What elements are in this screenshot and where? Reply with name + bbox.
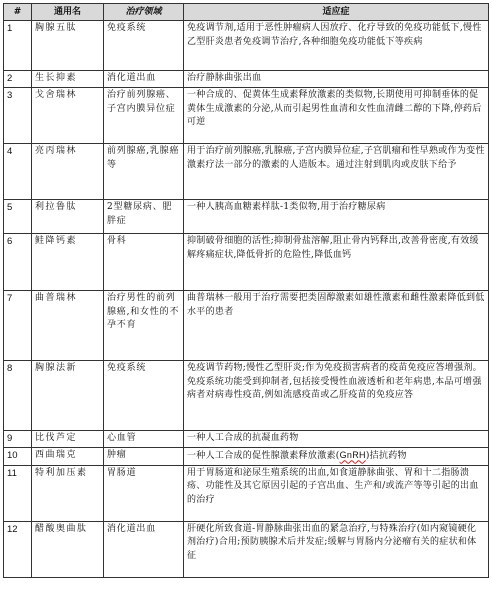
indication-text-a: 一种人工合成的促性腺激素释放激素( [187, 451, 340, 462]
table-row [4, 71, 489, 88]
row-domain: 治疗前列腺癌、子宫内膜异位症 [104, 88, 184, 144]
table-row [4, 88, 489, 144]
header-indication: 适应症 [184, 4, 489, 21]
row-index: 2 [4, 71, 32, 88]
row-indication: 用于胃肠道和泌尿生殖系统的出血,如食道静脉曲张、胃和十二指肠溃疡、功能性及其它原因引起的子宫出血、生产和/或流产等等引起的出血的治疗 [184, 465, 489, 521]
row-index: 5 [4, 200, 32, 234]
row-index: 9 [4, 431, 32, 448]
row-indication: 免疫调节药物;慢性乙型肝炎;作为免疫损害病者的疫苗免疫应答增强剂。免疫系统功能受到抑制者,包括接受慢性血液透析和老年病患,本品可增强病者对病毒性疫苗,例如流感疫苗或乙肝疫苗的免疫应答 [184, 361, 489, 431]
row-name: 特利加压素 [32, 465, 104, 521]
row-domain: 前列腺癌,乳腺癌等 [104, 144, 184, 200]
table-row [4, 465, 489, 521]
row-indication: 抑制破骨细胞的活性;抑制骨盐溶解,阻止骨内钙释出,改善骨密度,有效缓解疼痛症状,降低骨折的危险性,降低血钙 [184, 234, 489, 291]
drug-indication-table [3, 3, 489, 578]
row-name: 胸腺法新 [32, 361, 104, 431]
table-row [4, 521, 489, 577]
row-index: 6 [4, 234, 32, 291]
table-row [4, 200, 489, 234]
row-index: 10 [4, 448, 32, 465]
row-index: 11 [4, 465, 32, 521]
header-name: 通用名 [32, 4, 104, 21]
row-name: 利拉鲁肽 [32, 200, 104, 234]
table-row [4, 431, 489, 448]
row-name: 醋酸奥曲肽 [32, 521, 104, 577]
gnrh-term: GnRH [339, 450, 366, 461]
row-indication: 免疫调节剂,适用于恶性肿瘤病人因放疗、化疗导致的免疫功能低下,慢性乙型肝炎患者免疫调节治疗,各种细胞免疫功能低下等疾病 [184, 21, 489, 71]
row-name: 戈舍瑞林 [32, 88, 104, 144]
row-domain: 肿瘤 [104, 448, 184, 465]
row-name: 西曲瑞克 [32, 448, 104, 465]
row-name: 比伐芦定 [32, 431, 104, 448]
table-row [4, 144, 489, 200]
row-domain: 2型糖尿病、肥胖症 [104, 200, 184, 234]
row-name: 生长抑素 [32, 71, 104, 88]
row-index: 3 [4, 88, 32, 144]
indication-text-c: )拮抗药物 [365, 451, 407, 462]
row-name: 胸腺五肽 [32, 21, 104, 71]
table-row [4, 21, 489, 71]
row-index: 8 [4, 361, 32, 431]
row-domain: 免疫系统 [104, 21, 184, 71]
row-domain: 免疫系统 [104, 361, 184, 431]
row-index: 7 [4, 291, 32, 361]
row-indication: 一种合成的、促黄体生成素释放激素的类似物,长期使用可抑制垂体的促黄体生成激素的分泌,从而引起男性血清和女性血清雌二醇的下降,停药后可逆 [184, 88, 489, 144]
row-indication [184, 448, 489, 465]
row-index: 12 [4, 521, 32, 577]
row-name: 亮丙瑞林 [32, 144, 104, 200]
row-indication: 肝硬化所致食道-胃静脉曲张出血的紧急治疗,与特殊治疗(如内窥镜硬化剂治疗)合用;预防胰腺术后并发症;缓解与胃肠内分泌瘤有关的症状和体征 [184, 521, 489, 577]
row-domain: 心血管 [104, 431, 184, 448]
row-domain: 消化道出血 [104, 521, 184, 577]
row-indication: 一种人工合成的抗凝血药物 [184, 431, 489, 448]
row-indication: 一种人胰高血糖素样肽-1类似物,用于治疗糖尿病 [184, 200, 489, 234]
table-row [4, 448, 489, 465]
row-index: 1 [4, 21, 32, 71]
table-row [4, 291, 489, 361]
row-indication: 曲普瑞林一般用于治疗需要把类固醇激素如雄性激素和雌性激素降低到低水平的患者 [184, 291, 489, 361]
row-name: 鲑降钙素 [32, 234, 104, 291]
row-indication: 用于治疗前列腺癌,乳腺癌,子宫内膜异位症,子宫肌瘤和性早熟或作为变性激素疗法一部分的激素的人造版本。通过注射到肌肉或皮肤下给予 [184, 144, 489, 200]
row-domain: 胃肠道 [104, 465, 184, 521]
table-row [4, 361, 489, 431]
row-index: 4 [4, 144, 32, 200]
header-index: # [4, 4, 32, 21]
row-indication: 治疗静脉曲张出血 [184, 71, 489, 88]
table-row [4, 234, 489, 291]
row-domain: 治疗男性的前列腺癌,和女性的不孕不育 [104, 291, 184, 361]
row-name: 曲普瑞林 [32, 291, 104, 361]
row-domain: 骨科 [104, 234, 184, 291]
row-domain: 消化道出血 [104, 71, 184, 88]
table-header-row [4, 4, 489, 21]
header-domain: 治疗领域 [104, 4, 184, 21]
